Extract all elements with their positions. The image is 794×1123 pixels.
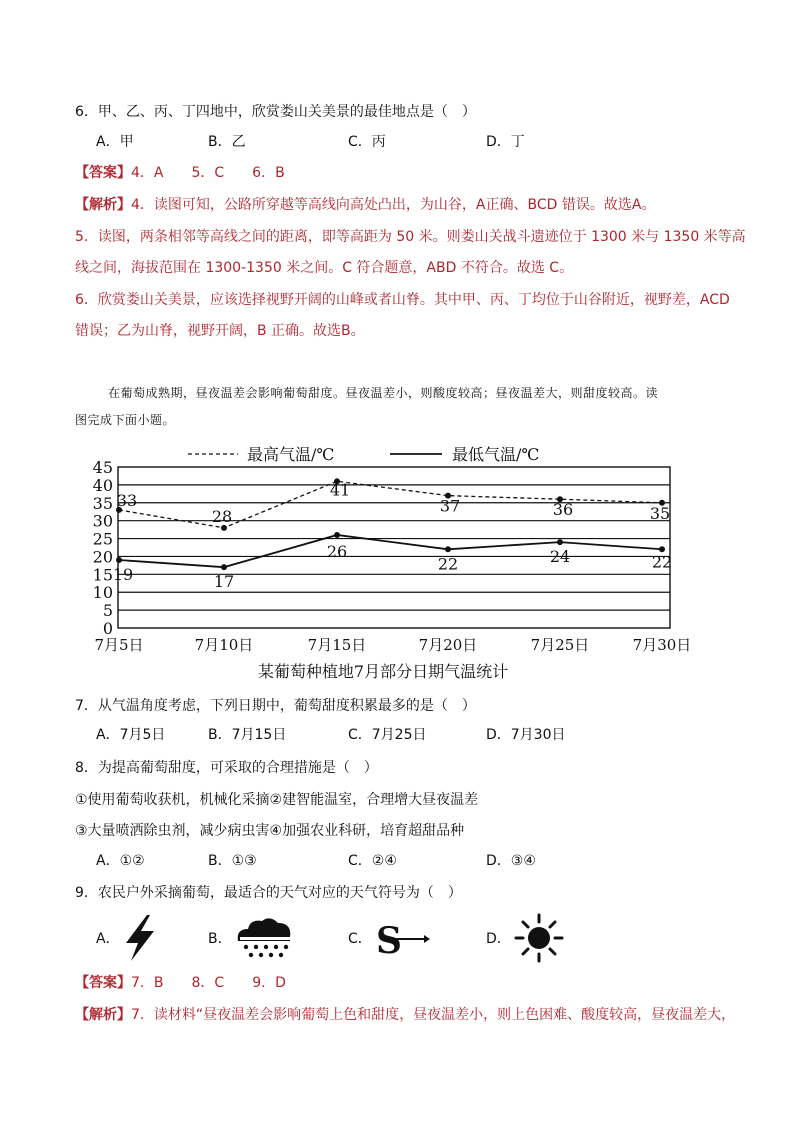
y-tick-label: 0: [102, 619, 113, 638]
analysis-tag: 【解析】: [75, 197, 131, 213]
analysis-block-1: [75, 195, 655, 215]
analysis-text-rest: ，昼夜温差小，则上色困难、酸度较高，昼夜温差大，: [399, 1007, 736, 1023]
data-label: 41: [329, 480, 351, 500]
data-label: 17: [213, 572, 235, 592]
data-label: 19: [112, 565, 134, 585]
analysis-line-3: 线之间，海拔范围在 1300-1350 米之间。C 符合题意，ABD 不符合。故选 C。: [75, 260, 574, 276]
analysis-text-black: 7．读材料: [131, 1007, 196, 1023]
x-tick-label: 7月25日: [530, 636, 590, 654]
data-point: [557, 539, 563, 545]
analysis-text-quote: “昼夜温差会影响葡萄上色和甜度: [195, 1007, 400, 1023]
temperature-chart: [80, 436, 720, 686]
data-label: 37: [439, 496, 461, 516]
y-tick-label: 30: [92, 511, 113, 531]
chart-title: 某葡萄种植地7月部分日期气温统计: [257, 662, 509, 681]
data-label: 36: [552, 500, 574, 520]
data-point: [334, 532, 340, 538]
q7-option-a: A．7月5日: [96, 727, 166, 743]
q8-option-d: D．③④: [486, 853, 536, 869]
analysis-line-4: 6．欣赏娄山关美景，应该选择视野开阔的山峰或者山脊。其中甲、丙、丁均位于山谷附近，视野差，ACD: [75, 292, 730, 308]
y-tick-label: 40: [92, 475, 113, 495]
answer-text: 4．A 5．C 6．B: [131, 165, 285, 181]
data-label: 24: [549, 547, 571, 567]
q6-option-d: D．丁: [486, 134, 525, 150]
q9-option-d: D．: [486, 931, 511, 947]
analysis-block-2: [75, 1005, 735, 1025]
data-point: [116, 557, 122, 563]
answer-tag: 【答案】: [75, 975, 131, 991]
q8-choices-line-2: ③大量喷洒除虫剂，减少病虫害④加强农业科研，培育超甜品种: [75, 823, 465, 839]
data-point: [221, 564, 227, 570]
x-tick-label: 7月20日: [418, 636, 478, 654]
data-point: [445, 546, 451, 552]
y-tick-label: 10: [92, 583, 113, 603]
data-label: 35: [649, 503, 671, 523]
q9-option-b: B．: [208, 931, 232, 947]
q9-option-c: C．: [348, 931, 372, 947]
y-tick-label: 25: [92, 529, 113, 549]
material-line-2: 图完成下面小题。: [75, 413, 176, 427]
y-tick-label: 35: [92, 493, 113, 513]
data-label: 28: [211, 506, 233, 526]
q7-option-c: C．7月25日: [348, 727, 427, 743]
sun-icon: [512, 913, 566, 963]
legend-label-max: 最高气温/℃: [247, 445, 335, 464]
y-tick-label: 15: [92, 565, 113, 585]
data-label: 22: [437, 554, 459, 574]
x-tick-label: 7月15日: [307, 636, 367, 654]
data-label: 26: [326, 541, 348, 561]
q8-choices-line-1: ①使用葡萄收获机，机械化采摘②建智能温室，合理增大昼夜温差: [75, 792, 479, 808]
q6-option-a: A．甲: [96, 134, 134, 150]
wind-s-letter: S: [376, 920, 402, 962]
y-tick-label: 5: [102, 601, 113, 621]
answer-block-2: [75, 973, 286, 993]
q8-option-c: C．②④: [348, 853, 397, 869]
x-tick-label: 7月5日: [94, 636, 144, 654]
lightning-icon: [120, 913, 160, 963]
answer-block-1: [75, 163, 285, 183]
analysis-line-1: 4．读图可知，公路所穿越等高线向高处凸出，为山谷，A正确、BCD 错误。故选A。: [131, 197, 656, 213]
q9-option-a: A．: [96, 931, 120, 947]
answer-tag: 【答案】: [75, 165, 131, 181]
q8-option-a: A．①②: [96, 853, 145, 869]
q8-stem: 8．为提高葡萄甜度，可采取的合理措施是（ ）: [75, 760, 378, 776]
wind-s-icon: [372, 913, 432, 963]
rain-cloud-icon: [232, 913, 296, 963]
q9-stem: 9．农民户外采摘葡萄，最适合的天气对应的天气符号为（ ）: [75, 885, 462, 901]
q6-option-c: C．丙: [348, 134, 386, 150]
legend-label-min: 最低气温/℃: [452, 445, 540, 464]
q6-stem: 6．甲、乙、丙、丁四地中，欣赏娄山关美景的最佳地点是（ ）: [75, 104, 476, 120]
material-line-1: 在葡萄成熟期，昼夜温差会影响葡萄甜度。昼夜温差小，则酸度较高；昼夜温差大，则甜度较高。读: [108, 386, 659, 400]
y-tick-label: 45: [92, 458, 113, 477]
q7-option-d: D．7月30日: [486, 727, 566, 743]
x-tick-label: 7月10日: [194, 636, 254, 654]
q6-option-b: B．乙: [208, 134, 246, 150]
x-tick-label: 7月30日: [632, 636, 692, 654]
data-label: 33: [116, 490, 138, 510]
y-tick-label: 20: [92, 547, 113, 567]
q7-option-b: B．7月15日: [208, 727, 287, 743]
plot-area: [118, 467, 673, 628]
q8-option-b: B．①③: [208, 853, 257, 869]
q7-stem: 7．从气温角度考虑，下列日期中，葡萄甜度积累最多的是（ ）: [75, 698, 476, 714]
analysis-line-5: 错误；乙为山脊，视野开阔，B 正确。故选B。: [75, 323, 365, 339]
answer-text: 7．B 8．C 9．D: [131, 975, 286, 991]
analysis-tag: 【解析】: [75, 1007, 131, 1023]
analysis-line-2: 5．读图，两条相邻等高线之间的距离，即等高距为 50 米。则娄山关战斗遗迹位于 1300 米与 1350 米等高: [75, 229, 746, 245]
series-min-line: [119, 535, 662, 567]
data-label: 22: [651, 552, 673, 572]
